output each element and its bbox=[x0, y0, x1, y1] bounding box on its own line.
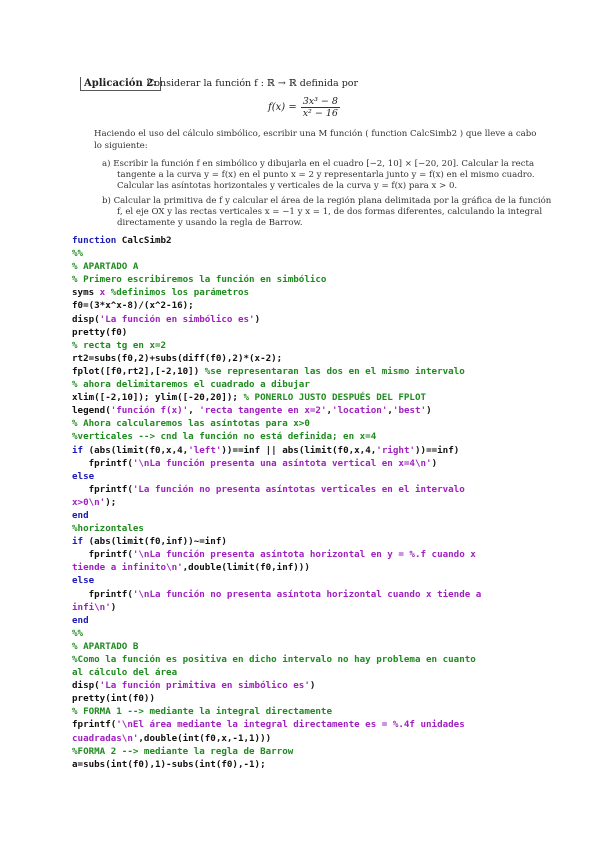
code-token: if bbox=[72, 536, 84, 548]
code-line bbox=[72, 614, 592, 627]
formula-numerator: 3x³ − 8 bbox=[302, 96, 338, 107]
code-line bbox=[72, 404, 592, 417]
code-token: a=subs(int(f0),1)-subs(int(f0),-1); bbox=[72, 758, 266, 770]
application-text: Considerar la función f : ℝ → ℝ definida por bbox=[147, 78, 359, 89]
code-line bbox=[72, 247, 592, 260]
code-token: syms bbox=[72, 287, 100, 299]
code-token: CalcSimb2 bbox=[116, 235, 172, 246]
code-token: fprintf( bbox=[72, 588, 133, 600]
code-line bbox=[72, 352, 592, 365]
item-b-line-3: directamente y usando la regla de Barrow. bbox=[117, 218, 303, 228]
code-token: 'La función no presenta asíntotas verticales en el intervalo bbox=[132, 483, 465, 495]
code-token: %verticales --> cnd la función no está definida; en x=4 bbox=[72, 431, 377, 443]
code-line bbox=[72, 326, 592, 339]
code-line bbox=[72, 745, 592, 758]
code-line bbox=[72, 548, 592, 561]
code-token: else bbox=[72, 470, 95, 482]
code-token: pretty(f0) bbox=[72, 326, 128, 338]
code-token: %FORMA 2 --> mediante la regla de Barrow bbox=[72, 745, 294, 757]
code-token: '\nLa función no presenta asíntota horizontal cuando x tiende a bbox=[132, 588, 482, 600]
code-token: tiende a infinito\n' bbox=[72, 562, 183, 574]
code-token: % PONERLO JUSTO DESPUÉS DEL FPLOT bbox=[237, 392, 427, 404]
code-line bbox=[72, 496, 592, 509]
function-formula bbox=[268, 96, 340, 119]
code-line bbox=[72, 365, 592, 378]
code-token: else bbox=[72, 575, 95, 587]
code-token: 'best' bbox=[392, 405, 427, 417]
code-token: if bbox=[72, 444, 84, 456]
item-b-line-1: b) Calcular la primitiva de f y calcular el área de la región plana delimitada por la gráfica de la función bbox=[102, 196, 552, 206]
code-line bbox=[72, 679, 592, 692]
code-token: end bbox=[72, 509, 89, 521]
code-token: ))==inf || abs(limit(f0,x,4, bbox=[221, 444, 377, 456]
code-token: '\nEl área mediante la integral directamente es = %.4f unidades bbox=[116, 719, 465, 731]
code-line bbox=[72, 391, 592, 404]
code-token: pretty(int(f0)) bbox=[72, 693, 155, 705]
code-token: % recta tg en x=2 bbox=[72, 339, 167, 351]
code-token: ) bbox=[110, 601, 117, 613]
item-a-line-2: tangente a la curva y = f(x) en el punto x = 2 y representarla junto y = f(x) en el mismo cuadro. bbox=[117, 170, 535, 180]
code-token: %% bbox=[72, 627, 84, 639]
code-line bbox=[72, 758, 592, 771]
code-token: xlim([-2,10]); ylim([-20,20]); bbox=[72, 392, 238, 404]
code-token: 'La función en simbólico es' bbox=[99, 313, 255, 325]
code-token: function bbox=[72, 235, 117, 246]
problem-statement bbox=[0, 0, 600, 232]
code-line bbox=[72, 260, 592, 273]
code-line bbox=[72, 705, 592, 718]
code-token: % Primero escribiremos la función en simbólico bbox=[72, 274, 327, 286]
code-line bbox=[72, 470, 592, 483]
code-line bbox=[72, 718, 592, 731]
item-a-line-3: Calcular las asíntotas horizontales y verticales de la curva y = f(x) para x > 0. bbox=[117, 181, 458, 191]
code-token: fprintf( bbox=[72, 457, 133, 469]
code-token: % FORMA 1 --> mediante la integral directamente bbox=[72, 706, 332, 718]
code-line bbox=[72, 286, 592, 299]
intro-line-1: Haciendo el uso del cálculo simbólico, escribir una M función ( function CalcSimb2 ) que lleve a cabo bbox=[94, 129, 537, 139]
code-token: rt2=subs(f0,2)+subs(diff(f0),2)*(x-2); bbox=[72, 352, 283, 364]
code-line bbox=[72, 640, 592, 653]
code-token: fprintf( bbox=[72, 483, 133, 495]
item-a-line-1: a) Escribir la función f en simbólico y dibujarla en el cuadro [−2, 10] × [−20, 20]. Calcular la recta bbox=[102, 159, 535, 169]
code-line bbox=[72, 299, 592, 312]
code-line bbox=[72, 561, 592, 574]
application-label: Aplicación 2: bbox=[80, 77, 161, 91]
code-token: 'location' bbox=[332, 405, 388, 417]
code-token: 'right' bbox=[376, 444, 416, 456]
code-token: ); bbox=[105, 496, 117, 508]
code-token: ) bbox=[431, 457, 438, 469]
code-line bbox=[72, 313, 592, 326]
code-token: %Como la función es positiva en dicho intervalo no hay problema en cuanto bbox=[72, 654, 476, 665]
code-token: disp( bbox=[72, 313, 100, 325]
code-line bbox=[72, 574, 592, 587]
code-token: 'La función primitiva en simbólico es' bbox=[99, 680, 310, 692]
code-line bbox=[72, 273, 592, 286]
code-line bbox=[72, 430, 592, 443]
code-token: ) bbox=[254, 313, 261, 325]
code-token: % APARTADO B bbox=[72, 640, 139, 652]
code-token: disp( bbox=[72, 680, 100, 692]
code-token: , bbox=[188, 405, 200, 417]
code-token: % ahora delimitaremos el cuadrado a dibujar bbox=[72, 379, 310, 391]
code-line bbox=[72, 339, 592, 352]
code-token: 'recta tangente en x=2' bbox=[199, 405, 327, 417]
code-token: %horizontales bbox=[72, 523, 144, 535]
code-token: legend( bbox=[72, 405, 111, 417]
code-token: %se representaran las dos en el mismo intervalo bbox=[199, 365, 465, 377]
code-line bbox=[72, 666, 592, 679]
code-line bbox=[72, 417, 592, 430]
code-token: % APARTADO A bbox=[72, 261, 139, 273]
code-token: '\nLa función presenta una asíntota vertical en x=4\n' bbox=[132, 457, 432, 469]
formula-fraction bbox=[301, 96, 340, 119]
code-line bbox=[72, 483, 592, 496]
code-token: , bbox=[387, 405, 393, 417]
code-token: , bbox=[326, 405, 333, 417]
code-token: cuadradas\n' bbox=[72, 732, 139, 744]
code-token: fprintf( bbox=[72, 719, 117, 731]
code-token: ) bbox=[426, 405, 432, 417]
code-token: 'left' bbox=[188, 444, 222, 456]
code-line bbox=[72, 509, 592, 522]
code-token: ,double(int(f0,x,-1,1))) bbox=[138, 732, 272, 744]
code-token: infi\n' bbox=[72, 601, 111, 613]
code-line bbox=[72, 692, 592, 705]
formula-denominator: x² − 16 bbox=[302, 108, 338, 119]
code-token: '\nLa función presenta asíntota horizontal en y = %.f cuando x bbox=[132, 549, 476, 561]
code-token: (abs(limit(f0,x,4, bbox=[83, 444, 189, 456]
code-token: end bbox=[72, 614, 89, 626]
intro-line-2: lo siguiente: bbox=[94, 141, 148, 151]
code-token: f0=(3*x^x-8)/(x^2-16); bbox=[72, 300, 194, 312]
code-token: %definimos los parámetros bbox=[105, 287, 250, 299]
code-line bbox=[72, 653, 592, 666]
code-token: al cálculo del área bbox=[72, 667, 178, 679]
code-token: ) bbox=[309, 680, 316, 692]
code-token: x bbox=[99, 287, 106, 299]
code-token: fplot([f0,rt2],[-2,10]) bbox=[72, 365, 200, 377]
code-token: % Ahora calcularemos las asíntotas para x>0 bbox=[72, 418, 310, 430]
code-listing bbox=[72, 234, 592, 771]
code-line bbox=[72, 457, 592, 470]
code-token: ,double(limit(f0,inf))) bbox=[182, 562, 310, 574]
code-token: x>0\n' bbox=[72, 496, 106, 508]
formula-lhs: f(x) = bbox=[268, 102, 297, 113]
code-token: (abs(limit(f0,inf))~=inf) bbox=[83, 536, 227, 548]
code-line bbox=[72, 627, 592, 640]
code-line bbox=[72, 588, 592, 601]
code-line bbox=[72, 601, 592, 614]
code-token: 'función f(x)' bbox=[110, 405, 189, 417]
item-b-line-2: f, el eje OX y las rectas verticales x = −1 y x = 1, de dos formas diferentes, calculando la integral bbox=[117, 207, 543, 217]
code-line bbox=[72, 378, 592, 391]
code-token: ))==inf) bbox=[415, 444, 460, 456]
code-line bbox=[72, 732, 592, 745]
code-line bbox=[72, 522, 592, 535]
code-token: %% bbox=[72, 248, 84, 260]
code-token: fprintf( bbox=[72, 549, 133, 561]
code-line bbox=[72, 234, 592, 247]
code-line bbox=[72, 444, 592, 457]
code-line bbox=[72, 535, 592, 548]
